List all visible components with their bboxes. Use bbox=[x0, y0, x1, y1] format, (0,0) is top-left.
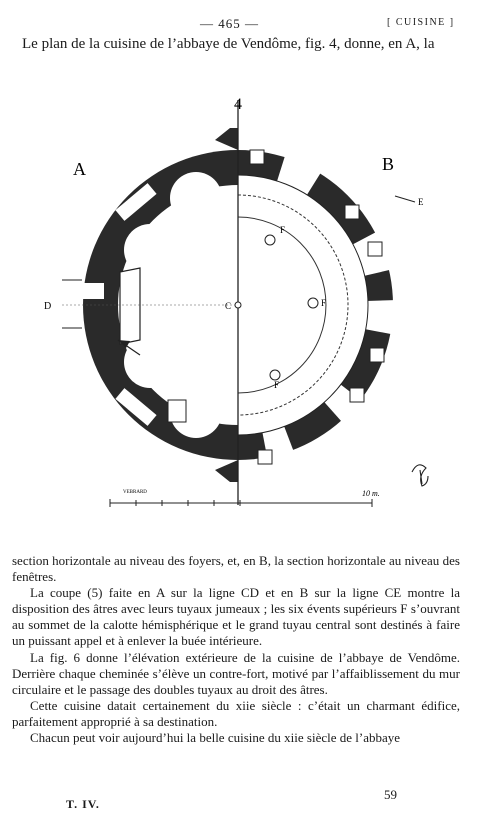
section-title: [ CUISINE ] bbox=[387, 17, 455, 28]
signature-mark: 59 bbox=[384, 787, 397, 802]
paragraph-2: La coupe (5) faite en A sur la ligne CD et en B sur la ligne CE montre la disposition des âtres avec leurs tuyaux jumeaux ; les six évents supérieurs F s’ouvrant au sommet de la calotte hémisphérique et le grand tuyau central sont destinés à faire un puissant appel et à enlever la buée intérieure. bbox=[12, 585, 460, 649]
label-c: C bbox=[225, 301, 232, 311]
label-d: D bbox=[44, 301, 52, 312]
page-number: — 465 — bbox=[200, 16, 259, 31]
scale-bar bbox=[110, 489, 380, 507]
label-f-middle: F bbox=[321, 298, 327, 308]
engraver-signature: VEBRARD bbox=[123, 490, 147, 495]
paragraph-4: Cette cuisine datait certainement du xiie siècle : c’était un charmant édifice, parfaitement approprié à sa destination. bbox=[12, 697, 460, 729]
label-f-bottom: F bbox=[274, 380, 280, 390]
paragraph-5: Chacun peut voir aujourd’hui la belle cuisine du xiie siècle de l’abbaye bbox=[30, 730, 401, 746]
paragraph-1: section horizontale au niveau des foyers, et, en B, la section horizontale au niveau des fenêtres. bbox=[12, 553, 460, 585]
label-a: A bbox=[73, 159, 86, 179]
label-e: E bbox=[418, 197, 424, 207]
label-f-top: F bbox=[280, 225, 286, 235]
paragraph-3: La fig. 6 donne l’élévation extérieure de la cuisine de l’abbaye de Vendôme. Derrière chaque cheminée s’élève un contre-fort, motivé par l’affaiblissement du mur circulaire et le passage des doubles tuyaux au droit des âtres. bbox=[12, 649, 460, 697]
figure-number: 4 bbox=[234, 96, 242, 113]
kitchen-plan-figure bbox=[0, 90, 480, 530]
scale-label: 10 m. bbox=[362, 489, 380, 498]
volume-mark: T. IV. bbox=[66, 797, 100, 811]
illustrator-monogram bbox=[412, 465, 428, 486]
intro-line: Le plan de la cuisine de l’abbaye de Vendôme, fig. 4, donne, en A, la bbox=[22, 36, 435, 52]
body-text bbox=[12, 553, 460, 746]
label-b: B bbox=[382, 154, 395, 174]
